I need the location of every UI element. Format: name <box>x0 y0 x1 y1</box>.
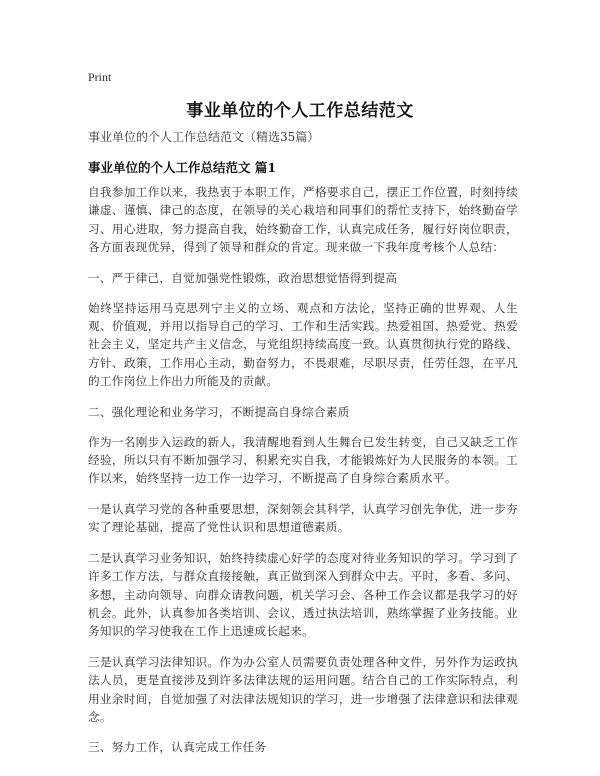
subheading-three: 三、努力工作，认真完成工作任务 <box>88 740 267 755</box>
paragraph-party-study: 一是认真学习党的各种重要思想，深刻领会其科学，认真学习创先争优，进一步夯实了理论基础，提高了党性认识和思想道德素质。 <box>88 501 518 535</box>
paragraph-new-staff: 作为一名刚步入运政的新人，我清醒地看到人生舞台已发生转变，自己又缺乏工作经验，所以只有不断加强学习，积累充实自我，才能锻炼好为人民服务的本领。工作以来，始终坚持一边工作一边学习，不断提高了自身综合素质水平。 <box>88 434 518 486</box>
print-link[interactable]: Print <box>88 70 112 84</box>
paragraph-law-study: 三是认真学习法律知识。作为办公室人员需要负责处理各种文件，另外作为运政执法人员，更是直接涉及到许多法律法规的运用问题。结合自己的工作实际特点，利用业余时间，自觉加强了对法律法规知识的学习，进一步增强了法律意识和法律观念。 <box>88 654 518 724</box>
document-subtitle: 事业单位的个人工作总结范文（精选35篇） <box>88 130 320 144</box>
subheading-one: 一、严于律己，自觉加强党性锻炼，政治思想觉悟得到提高 <box>88 270 398 285</box>
paragraph-business-study: 二是认真学习业务知识，始终持续虚心好学的态度对待业务知识的学习。学习到了许多工作方法，与群众直接接触，真正做到深入到群众中去。平时，多看、多问、多想，主动向领导、向群众请教问题，机关学习会、各种工作会议都是我学习的好机会。此外，认真参加各类培训、会议，透过执法培训，熟练掌握了业务技能。业务知识的学习使我在工作上迅速成长起来。 <box>88 550 518 639</box>
document-title: 事业单位的个人工作总结范文 <box>186 101 414 121</box>
document-body <box>88 183 518 768</box>
section-heading: 事业单位的个人工作总结范文 篇1 <box>88 160 277 175</box>
paragraph-political: 始终坚持运用马克思列宁主义的立场、观点和方法论，坚持正确的世界观、人生观、价值观，并用以指导自己的学习、工作和生活实践。热爱祖国、热爱党、热爱社会主义，坚定共产主义信念，与党组织持续高度一致。认真贯彻执行党的路线、方针、政策，工作用心主动，勤奋努力，不畏艰难，尽职尽责，任劳任怨，在平凡的工作岗位上作出力所能及的贡献。 <box>88 300 518 389</box>
paragraph-intro: 自我参加工作以来，我热衷于本职工作，严格要求自己，摆正工作位置，时刻持续谦虚、谨慎、律己的态度，在领导的关心栽培和同事们的帮忙支持下，始终勤奋学习、用心进取，努力提高自我，始终勤奋工作，认真完成任务，履行好岗位职责，各方面表现优异，得到了领导和群众的肯定。现来做一下我年度考核个人总结： <box>88 185 518 255</box>
subheading-two: 二、强化理论和业务学习，不断提高自身综合素质 <box>88 404 350 419</box>
